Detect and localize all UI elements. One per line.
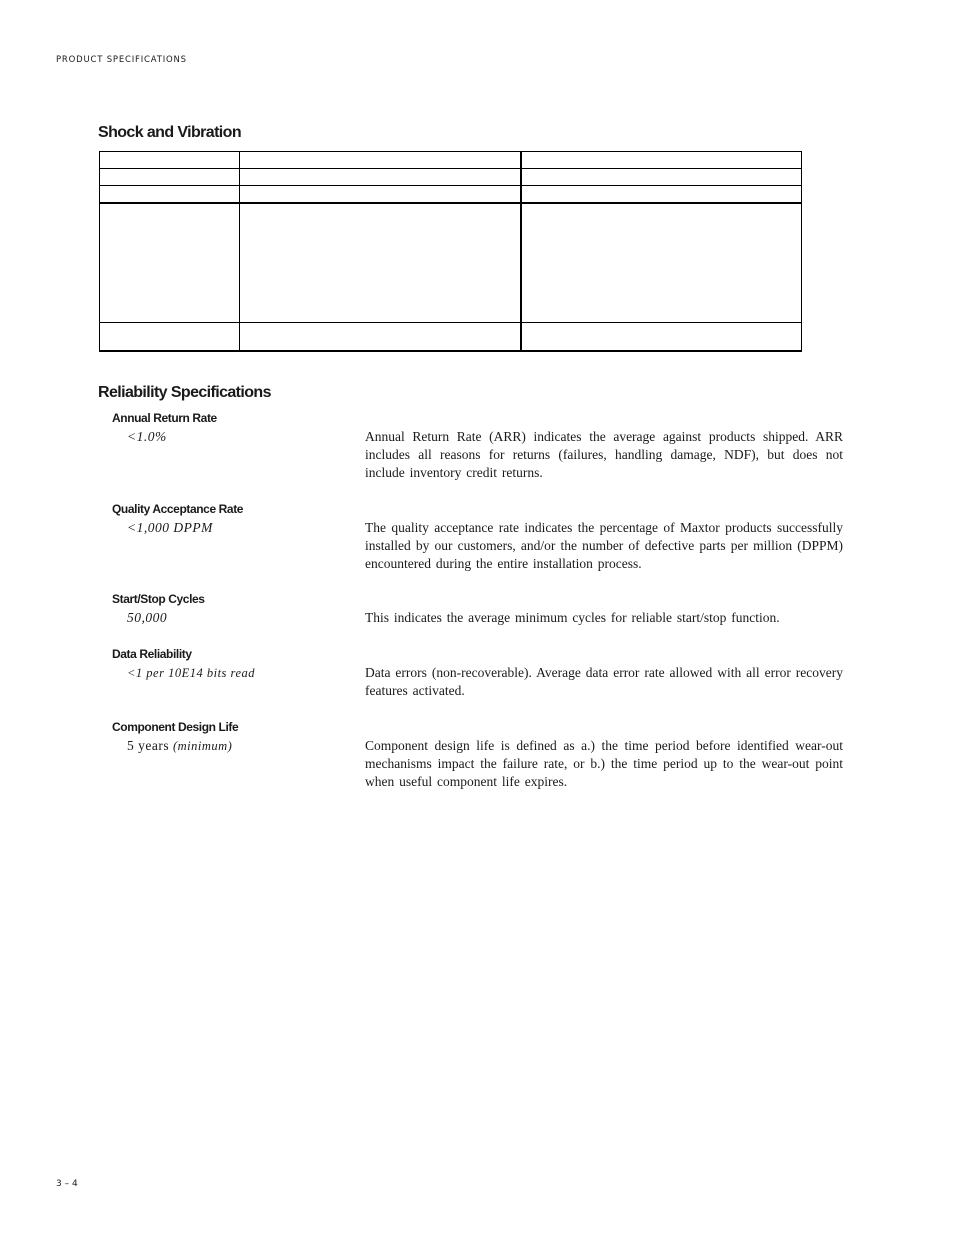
spec-label: Start/Stop Cycles bbox=[112, 592, 205, 606]
spec-description: The quality acceptance rate indicates the percentage of Maxtor products successfully installed by our customers, and/or the number of defective parts per million (DPPM) encountered during the entire installation process. bbox=[365, 520, 843, 571]
table-cell bbox=[521, 203, 802, 323]
table-row bbox=[100, 152, 802, 169]
spec-label: Component Design Life bbox=[112, 720, 239, 734]
table-row bbox=[100, 186, 802, 203]
spec-description: This indicates the average minimum cycles for reliable start/stop function. bbox=[365, 610, 780, 625]
table-cell bbox=[521, 323, 802, 351]
table-cell bbox=[240, 186, 521, 203]
shock-vibration-title: Shock and Vibration bbox=[98, 124, 241, 141]
table-row bbox=[100, 203, 802, 323]
spec-value bbox=[127, 738, 232, 754]
spec-value-text: <1 per 10E14 bits read bbox=[127, 666, 255, 680]
spec-description: Annual Return Rate (ARR) indicates the average against products shipped. ARR includes all reasons for returns (failures, handling damage, NDF), but does not include inventory credit returns. bbox=[365, 429, 843, 480]
spec-value: <1.0% bbox=[127, 429, 167, 444]
table-row bbox=[100, 323, 802, 351]
spec-value-note: (minimum) bbox=[172, 739, 233, 753]
spec-description: Component design life is defined as a.) the time period before identified wear-out mechanisms impact the failure rate, or b.) the time period up to the wear-out point when useful component life expires. bbox=[365, 738, 843, 789]
table-cell bbox=[100, 203, 240, 323]
table-cell bbox=[521, 152, 802, 169]
table-cell bbox=[100, 169, 240, 186]
table-cell bbox=[240, 323, 521, 351]
spec-label: Annual Return Rate bbox=[112, 411, 217, 425]
shock-vibration-table bbox=[99, 151, 802, 352]
table-cell bbox=[240, 203, 521, 323]
table-cell bbox=[521, 186, 802, 203]
table-cell bbox=[100, 323, 240, 351]
spec-label: Quality Acceptance Rate bbox=[112, 502, 244, 516]
running-header: PRODUCT SPECIFICATIONS bbox=[56, 55, 187, 65]
table-cell bbox=[100, 186, 240, 203]
table-cell bbox=[100, 152, 240, 169]
table-cell bbox=[521, 169, 802, 186]
page-number: 3 – 4 bbox=[56, 1179, 78, 1189]
spec-description: Data errors (non-recoverable). Average data error rate allowed with all error recovery features activated. bbox=[365, 665, 843, 698]
spec-value: 50,000 bbox=[127, 610, 168, 625]
spec-value bbox=[127, 665, 255, 681]
spec-value-main: 5 years bbox=[127, 738, 170, 753]
table-cell bbox=[240, 169, 521, 186]
spec-label: Data Reliability bbox=[112, 647, 192, 661]
reliability-title: Reliability Specifications bbox=[98, 384, 271, 401]
spec-value: <1,000 DPPM bbox=[127, 520, 213, 535]
table-row bbox=[100, 169, 802, 186]
table-cell bbox=[240, 152, 521, 169]
